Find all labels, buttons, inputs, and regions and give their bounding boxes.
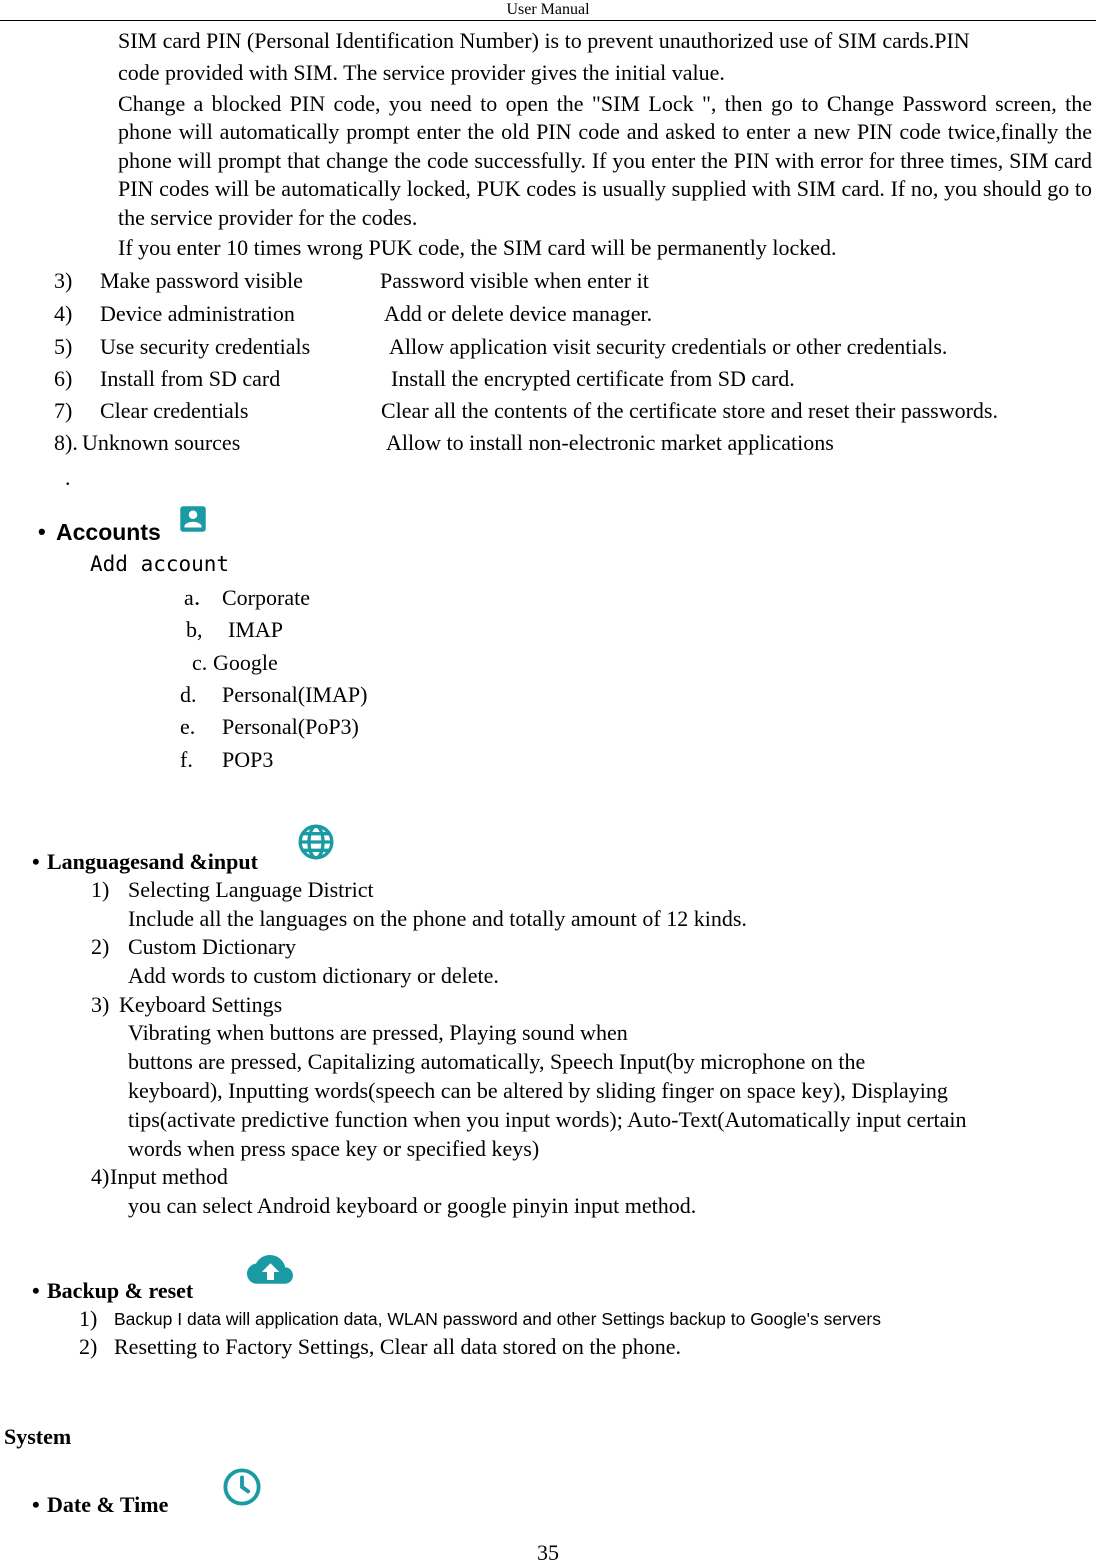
date-time-heading: Date & Time (47, 1492, 169, 1517)
security-item-num: 3) (54, 268, 73, 293)
page-header: User Manual (506, 1, 590, 18)
security-item-num: 8). (54, 430, 78, 455)
backup-heading: Backup & reset (47, 1278, 194, 1303)
list-item-marker: e. (180, 714, 196, 739)
security-item-num: 5) (54, 334, 73, 359)
security-item-label: Device administration (100, 301, 295, 326)
languages-item-desc: words when press space key or specified keys) (128, 1136, 540, 1161)
backup-item-num: 2) (79, 1334, 98, 1359)
add-account-label: Add account (90, 552, 230, 576)
languages-item-label: Input method (110, 1164, 228, 1189)
languages-item-label: Keyboard Settings (119, 992, 283, 1017)
languages-item-num: 3) (91, 992, 110, 1017)
security-item-desc: Allow to install non-electronic market applications (386, 430, 834, 455)
security-item-desc: Allow application visit security credentials or other credentials. (389, 334, 948, 359)
page-number: 35 (537, 1540, 559, 1565)
list-item-marker: f. (180, 747, 193, 772)
security-item-num: 7) (54, 398, 73, 423)
accounts-bullet: • (38, 519, 46, 544)
security-item-label: Clear credentials (100, 398, 249, 423)
stray-dot: . (65, 465, 71, 490)
list-item: POP3 (222, 747, 274, 772)
header-rule (0, 20, 1096, 21)
languages-bullet: • (32, 849, 40, 874)
account-box-icon (176, 502, 210, 536)
languages-item-desc: buttons are pressed, Capitalizing automatically, Speech Input(by microphone on the (128, 1049, 866, 1074)
security-item-desc: Password visible when enter it (380, 268, 649, 293)
list-item-marker: c. (192, 650, 208, 675)
security-item-desc: Clear all the contents of the certificate store and reset their passwords. (381, 398, 998, 423)
list-item-marker: a． (184, 585, 216, 610)
languages-item-desc: keyboard), Inputting words(speech can be altered by sliding finger on space key), Displaying (128, 1078, 948, 1103)
security-item-num: 4) (54, 301, 73, 326)
security-item-label: Unknown sources (82, 430, 241, 455)
sim-pin-line-1: SIM card PIN (Personal Identification Number) is to prevent unauthorized use of SIM cards.PIN (118, 28, 970, 53)
list-item: Corporate (222, 585, 310, 610)
list-item: IMAP (228, 617, 284, 642)
security-item-label: Install from SD card (100, 366, 281, 391)
globe-icon (296, 822, 336, 862)
languages-item-desc: Vibrating when buttons are pressed, Playing sound when (128, 1020, 628, 1045)
backup-bullet: • (32, 1278, 40, 1303)
clock-icon (221, 1466, 263, 1508)
security-item-label: Make password visible (100, 268, 303, 293)
languages-item-desc: Include all the languages on the phone and totally amount of 12 kinds. (128, 906, 747, 931)
security-item-label: Use security credentials (100, 334, 311, 359)
languages-item-desc: Add words to custom dictionary or delete. (128, 963, 499, 988)
languages-item-label: Selecting Language District (128, 877, 374, 902)
cloud-upload-icon (247, 1255, 295, 1289)
sim-pin-paragraph-2: Change a blocked PIN code, you need to open the "SIM Lock ", then go to Change Password screen, the phone will automatically prompt enter the old PIN code and asked to enter a new PIN code twice,finally the phone will prompt that change the code successfully. If you enter the PIN with error for three times, SIM card PIN codes will be automatically locked, PUK codes is usually supplied with SIM card. If no, you should go to the service provider for the codes. (118, 91, 1092, 230)
accounts-heading: Accounts (56, 519, 161, 545)
languages-heading: Languagesand &input (47, 849, 258, 874)
list-item: Personal(PoP3) (222, 714, 359, 739)
languages-item-num: 1) (91, 877, 110, 902)
backup-item-num: 1) (79, 1306, 98, 1331)
languages-item-num: 4) (91, 1164, 110, 1189)
sim-pin-line-2: code provided with SIM. The service provider gives the initial value. (118, 60, 725, 85)
languages-item-num: 2) (91, 934, 110, 959)
list-item-marker: d. (180, 682, 197, 707)
backup-item-text: Backup I data will application data, WLAN password and other Settings backup to Google's servers (114, 1309, 881, 1329)
list-item-marker: b, (186, 617, 203, 642)
backup-item-text: Resetting to Factory Settings, Clear all data stored on the phone. (114, 1334, 681, 1359)
sim-pin-paragraph-3: If you enter 10 times wrong PUK code, the SIM card will be permanently locked. (118, 235, 837, 260)
languages-item-desc: tips(activate predictive function when you input words); Auto-Text(Automatically input certain (128, 1107, 967, 1132)
list-item: Personal(IMAP) (222, 682, 368, 707)
date-time-bullet: • (32, 1492, 40, 1517)
languages-item-label: Custom Dictionary (128, 934, 297, 959)
system-heading: System (4, 1424, 72, 1449)
security-item-desc: Add or delete device manager. (384, 301, 653, 326)
languages-item-desc: you can select Android keyboard or google pinyin input method. (128, 1193, 697, 1218)
security-item-desc: Install the encrypted certificate from SD card. (391, 366, 795, 391)
list-item: Google (213, 650, 278, 675)
security-item-num: 6) (54, 366, 73, 391)
